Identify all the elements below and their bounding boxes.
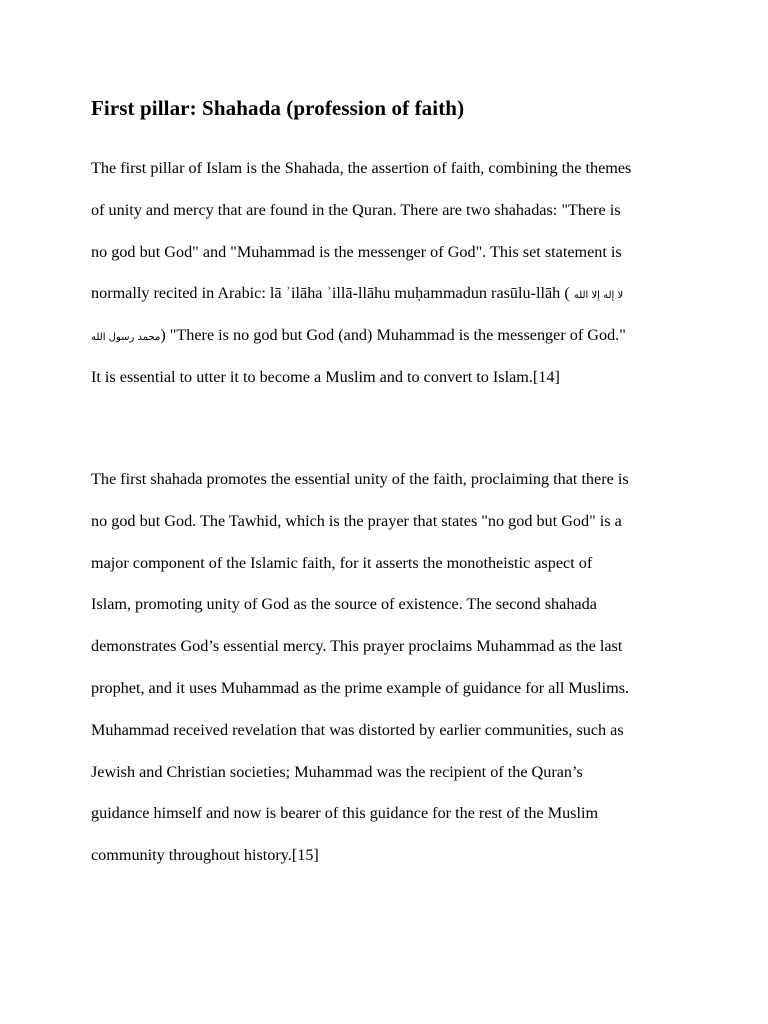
paragraph-line: major component of the Islamic faith, for it asserts the monotheistic aspect of (91, 553, 593, 572)
paragraph-line: Muhammad received revelation that was distorted by earlier communities, such as (91, 720, 624, 739)
transliteration-text: normally recited in Arabic: lā ʾilāha ʾillā-llāhu muḥammadun rasūlu-llāh ( (91, 284, 570, 303)
paragraph-line: of unity and mercy that are found in the Quran. There are two shahadas: "There is (91, 200, 621, 219)
arabic-text: لا إله إلا الله (573, 290, 624, 302)
paragraph-line: guidance himself and now is bearer of this guidance for the rest of the Muslim (91, 804, 599, 823)
paragraph-line: no god but God. The Tawhid, which is the prayer that states "no god but God" is a (91, 511, 622, 530)
paragraph-line-with-arabic (91, 278, 691, 320)
paragraph-line: Islam, promoting unity of God as the source of existence. The second shahada (91, 595, 597, 614)
paragraph-line-with-arabic (91, 320, 691, 362)
arabic-text: محمد رسول الله (91, 332, 161, 344)
paragraph-1 (91, 153, 691, 404)
paragraph-line: community throughout history.[15] (91, 846, 319, 865)
translation-text: ) "There is no god but God (and) Muhammad is the messenger of God." (160, 326, 626, 345)
paragraph-line: The first shahada promotes the essential unity of the faith, proclaiming that there is (91, 470, 629, 488)
paragraph-line: It is essential to utter it to become a Muslim and to convert to Islam.[14] (91, 367, 560, 386)
paragraph-line: Jewish and Christian societies; Muhammad was the recipient of the Quran’s (91, 762, 583, 781)
paragraph-line: The first pillar of Islam is the Shahada, the assertion of faith, combining the themes (91, 159, 632, 177)
paragraph-2 (91, 464, 691, 882)
section-heading: First pillar: Shahada (profession of faith) (91, 96, 465, 120)
paragraph-line: demonstrates God’s essential mercy. This prayer proclaims Muhammad as the last (91, 637, 623, 656)
paragraph-line: no god but God" and "Muhammad is the messenger of God". This set statement is (91, 242, 622, 261)
paragraph-line: prophet, and it uses Muhammad as the prime example of guidance for all Muslims. (91, 678, 630, 697)
